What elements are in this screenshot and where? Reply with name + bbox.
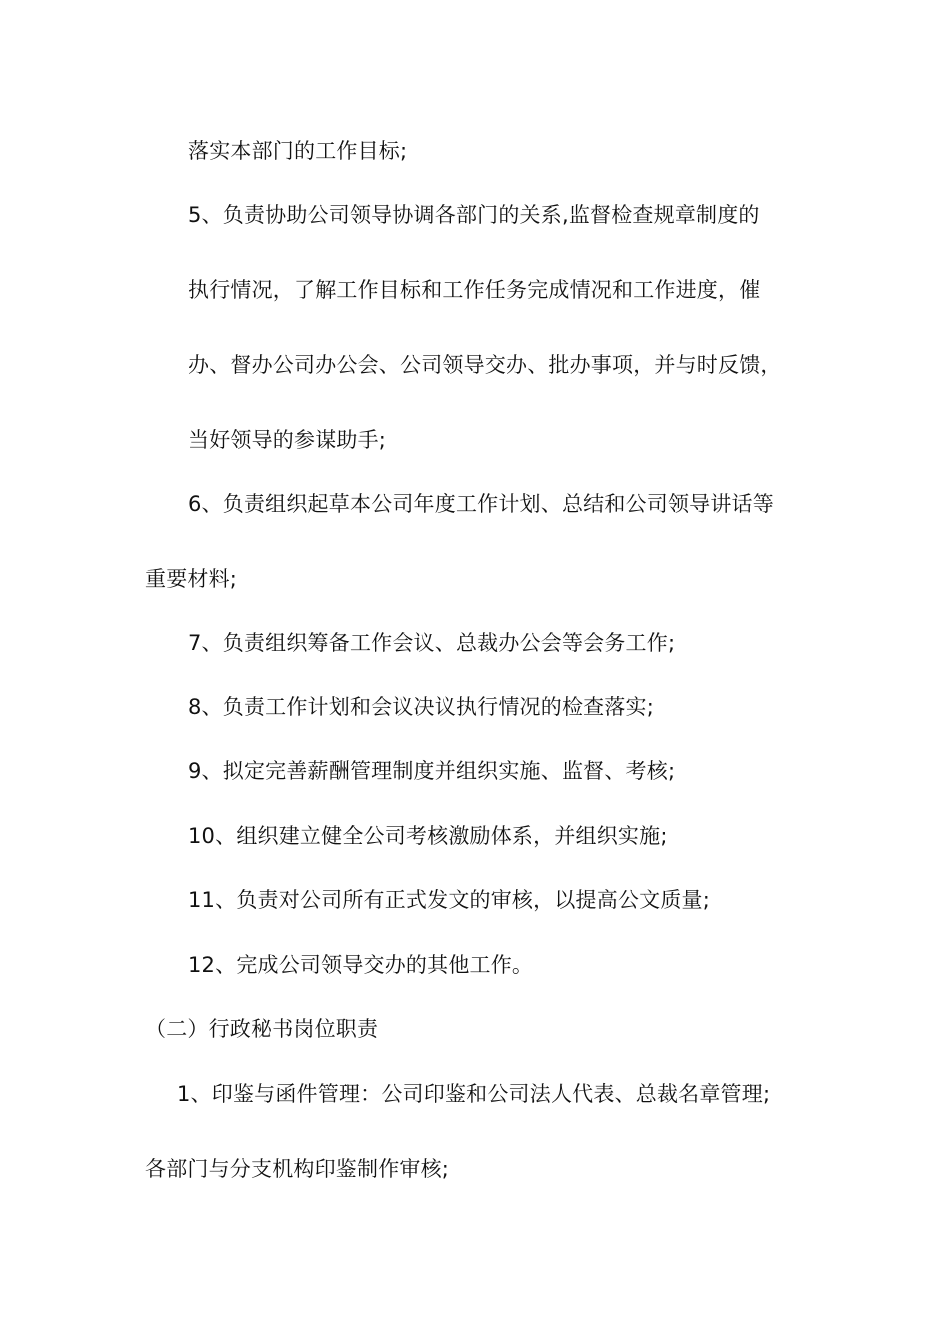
section-heading: （二）行政秘书岗位职责: [145, 1017, 379, 1041]
text-line-5: 当好领导的参谋助手;: [188, 428, 387, 452]
text-line-16: 各部门与分支机构印鉴制作审核;: [145, 1157, 450, 1181]
text-line-7: 重要材料;: [145, 567, 238, 591]
text-line-1: 落实本部门的工作目标;: [188, 139, 408, 163]
text-line-11: 10、组织建立健全公司考核激励体系，并组织实施;: [188, 824, 668, 848]
text-line-12: 11、负责对公司所有正式发文的审核，以提高公文质量;: [188, 888, 710, 912]
text-line-9: 8、负责工作计划和会议决议执行情况的检查落实;: [188, 695, 655, 719]
text-line-13: 12、完成公司领导交办的其他工作。: [188, 953, 534, 977]
text-line-8: 7、负责组织筹备工作会议、总裁办公会等会务工作;: [188, 631, 676, 655]
text-line-4: 办、督办公司办公会、公司领导交办、批办事项，并与时反馈，: [188, 353, 782, 377]
text-line-6: 6、负责组织起草本公司年度工作计划、总结和公司领导讲话等: [188, 492, 774, 516]
text-line-15: 1、印鉴与函件管理：公司印鉴和公司法人代表、总裁名章管理;: [177, 1082, 771, 1106]
text-line-10: 9、拟定完善薪酬管理制度并组织实施、监督、考核;: [188, 759, 676, 783]
text-line-2: 5、负责协助公司领导协调各部门的关系,监督检查规章制度的: [188, 203, 760, 227]
text-line-3: 执行情况，了解工作目标和工作任务完成情况和工作进度，催: [188, 278, 761, 302]
